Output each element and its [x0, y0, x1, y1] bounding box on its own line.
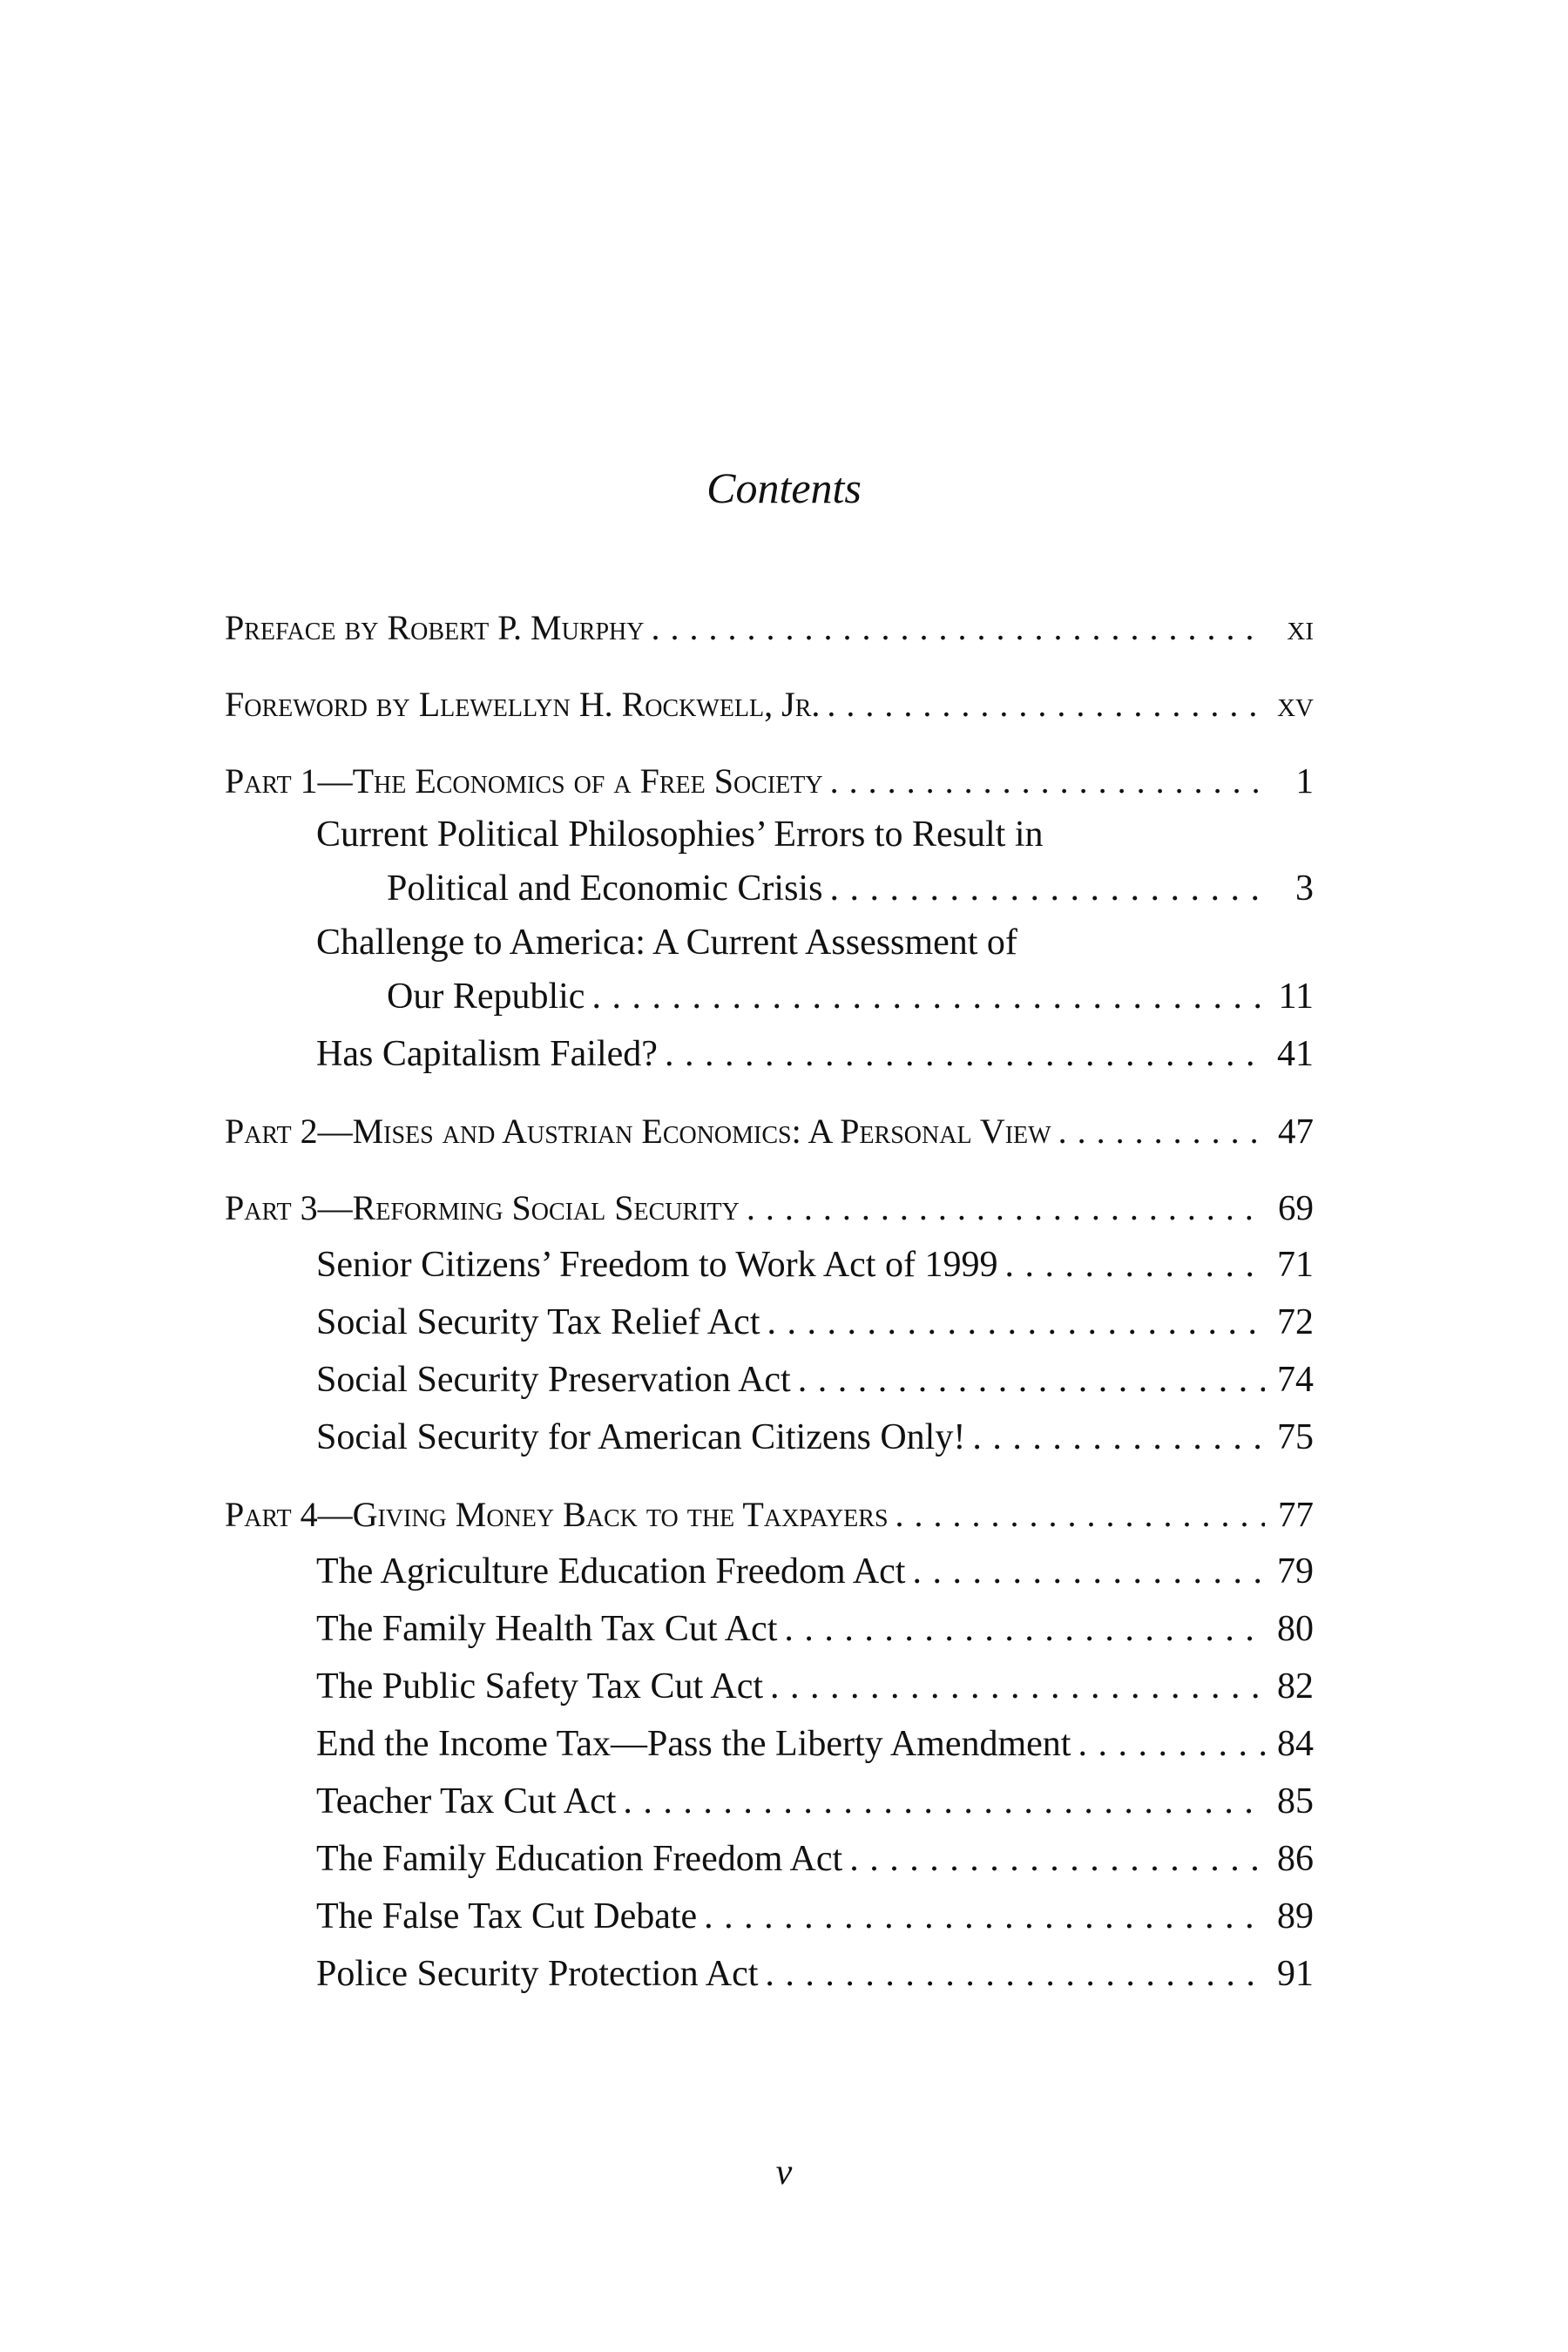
page-number: v — [775, 2153, 793, 2193]
toc-entry-title: End the Income Tax—Pass the Liberty Amendment — [316, 1724, 1071, 1764]
dot-leader — [665, 1025, 1265, 1083]
toc-entry[interactable] — [225, 1658, 1314, 1715]
toc-entry-title: The False Tax Cut Debate — [316, 1896, 698, 1936]
dot-leader — [623, 1773, 1265, 1830]
toc-entry[interactable] — [225, 1025, 1314, 1083]
dot-leader — [827, 676, 1265, 733]
dot-leader — [704, 1888, 1265, 1945]
toc-part-2[interactable] — [225, 1102, 1314, 1159]
dot-leader — [849, 1830, 1265, 1888]
toc-entry-page: 84 — [1277, 1724, 1314, 1764]
toc-entry-title: Preface by Robert P. Murphy — [225, 608, 645, 647]
dot-leader — [1004, 1236, 1265, 1294]
toc-entry-page: 71 — [1277, 1245, 1314, 1285]
toc-entry-title: Police Security Protection Act — [316, 1954, 759, 1994]
dot-leader — [784, 1600, 1265, 1658]
dot-leader — [896, 1486, 1265, 1544]
table-of-contents — [225, 598, 1314, 2003]
toc-part-1[interactable] — [225, 752, 1314, 809]
toc-entry-title: Political and Economic Crisis — [387, 868, 823, 909]
toc-entry-page: 3 — [1295, 868, 1314, 909]
toc-entry-line1[interactable]: Current Political Philosophies’ Errors to Result in — [316, 814, 1044, 855]
dot-leader — [1058, 1103, 1265, 1160]
toc-entry-preface[interactable] — [225, 598, 1314, 656]
toc-entry[interactable] — [225, 1236, 1314, 1294]
toc-entry-title: Our Republic — [387, 977, 585, 1017]
toc-part-title: Part 3—Reforming Social Security — [225, 1188, 740, 1227]
toc-entry-title: The Family Education Freedom Act — [316, 1839, 843, 1879]
toc-entry[interactable] — [225, 1543, 1314, 1600]
dot-leader — [912, 1543, 1265, 1600]
toc-part-title: Part 4—Giving Money Back to the Taxpayers — [225, 1495, 889, 1534]
toc-entry-page: 85 — [1277, 1781, 1314, 1821]
toc-entry-page: 72 — [1277, 1302, 1314, 1342]
dot-leader — [770, 1658, 1265, 1715]
toc-entry-page: xi — [1287, 607, 1314, 647]
toc-part-title: Part 1—The Economics of a Free Society — [225, 761, 823, 801]
toc-entry-page: 79 — [1277, 1551, 1314, 1592]
toc-part-title: Part 2—Mises and Austrian Economics: A Personal View — [225, 1112, 1051, 1151]
toc-entry-page: 91 — [1277, 1954, 1314, 1994]
toc-entry[interactable] — [225, 1409, 1314, 1466]
dot-leader — [829, 860, 1265, 917]
toc-entry-title: The Public Safety Tax Cut Act — [316, 1666, 764, 1707]
toc-entry[interactable] — [225, 860, 1314, 917]
toc-entry[interactable] — [225, 1600, 1314, 1658]
toc-entry-title: Social Security Preservation Act — [316, 1360, 791, 1400]
toc-part-4[interactable] — [225, 1485, 1314, 1543]
toc-entry[interactable] — [225, 1351, 1314, 1409]
toc-entry-title: Has Capitalism Failed? — [316, 1034, 658, 1074]
toc-entry[interactable] — [225, 1715, 1314, 1773]
dot-leader — [767, 1294, 1266, 1351]
toc-entry-page: 80 — [1277, 1609, 1314, 1649]
dot-leader — [765, 1945, 1265, 2003]
toc-entry-line1[interactable]: Challenge to America: A Current Assessment of — [316, 923, 1017, 963]
dot-leader — [830, 753, 1265, 810]
toc-entry-page: 75 — [1277, 1417, 1314, 1457]
toc-entry-page: 1 — [1295, 760, 1314, 801]
toc-entry-title: Foreword by Llewellyn H. Rockwell, Jr. — [225, 685, 821, 724]
toc-entry-page: xv — [1277, 684, 1314, 724]
page-title: Contents — [706, 463, 862, 512]
toc-entry-page: 89 — [1277, 1896, 1314, 1936]
toc-entry-page: 69 — [1278, 1187, 1314, 1227]
toc-entry-page: 86 — [1277, 1839, 1314, 1879]
toc-entry[interactable] — [225, 968, 1314, 1025]
dot-leader — [651, 599, 1265, 657]
toc-entry[interactable] — [225, 1773, 1314, 1830]
toc-entry-page: 82 — [1277, 1666, 1314, 1707]
toc-entry-title: Social Security Tax Relief Act — [316, 1302, 760, 1342]
toc-entry-page: 11 — [1278, 977, 1314, 1017]
dot-leader — [972, 1409, 1265, 1466]
toc-entry-page: 74 — [1277, 1360, 1314, 1400]
dot-leader — [591, 968, 1265, 1025]
toc-entry[interactable] — [225, 1830, 1314, 1888]
dot-leader — [1078, 1715, 1265, 1773]
toc-entry-page: 41 — [1277, 1034, 1314, 1074]
toc-entry-foreword[interactable] — [225, 675, 1314, 733]
dot-leader — [798, 1351, 1265, 1409]
toc-entry-title: Teacher Tax Cut Act — [316, 1781, 617, 1821]
toc-entry-title: Senior Citizens’ Freedom to Work Act of 1999 — [316, 1245, 998, 1285]
toc-entry-title: The Agriculture Education Freedom Act — [316, 1551, 906, 1592]
toc-entry-page: 47 — [1278, 1111, 1314, 1151]
dot-leader — [747, 1179, 1265, 1237]
toc-entry-title: Social Security for American Citizens Only! — [316, 1417, 966, 1457]
toc-part-3[interactable] — [225, 1179, 1314, 1236]
toc-entry-page: 77 — [1278, 1494, 1314, 1534]
toc-entry[interactable] — [225, 1888, 1314, 1945]
toc-entry[interactable] — [225, 1294, 1314, 1351]
toc-entry-title: The Family Health Tax Cut Act — [316, 1609, 778, 1649]
toc-entry[interactable] — [225, 1945, 1314, 2003]
